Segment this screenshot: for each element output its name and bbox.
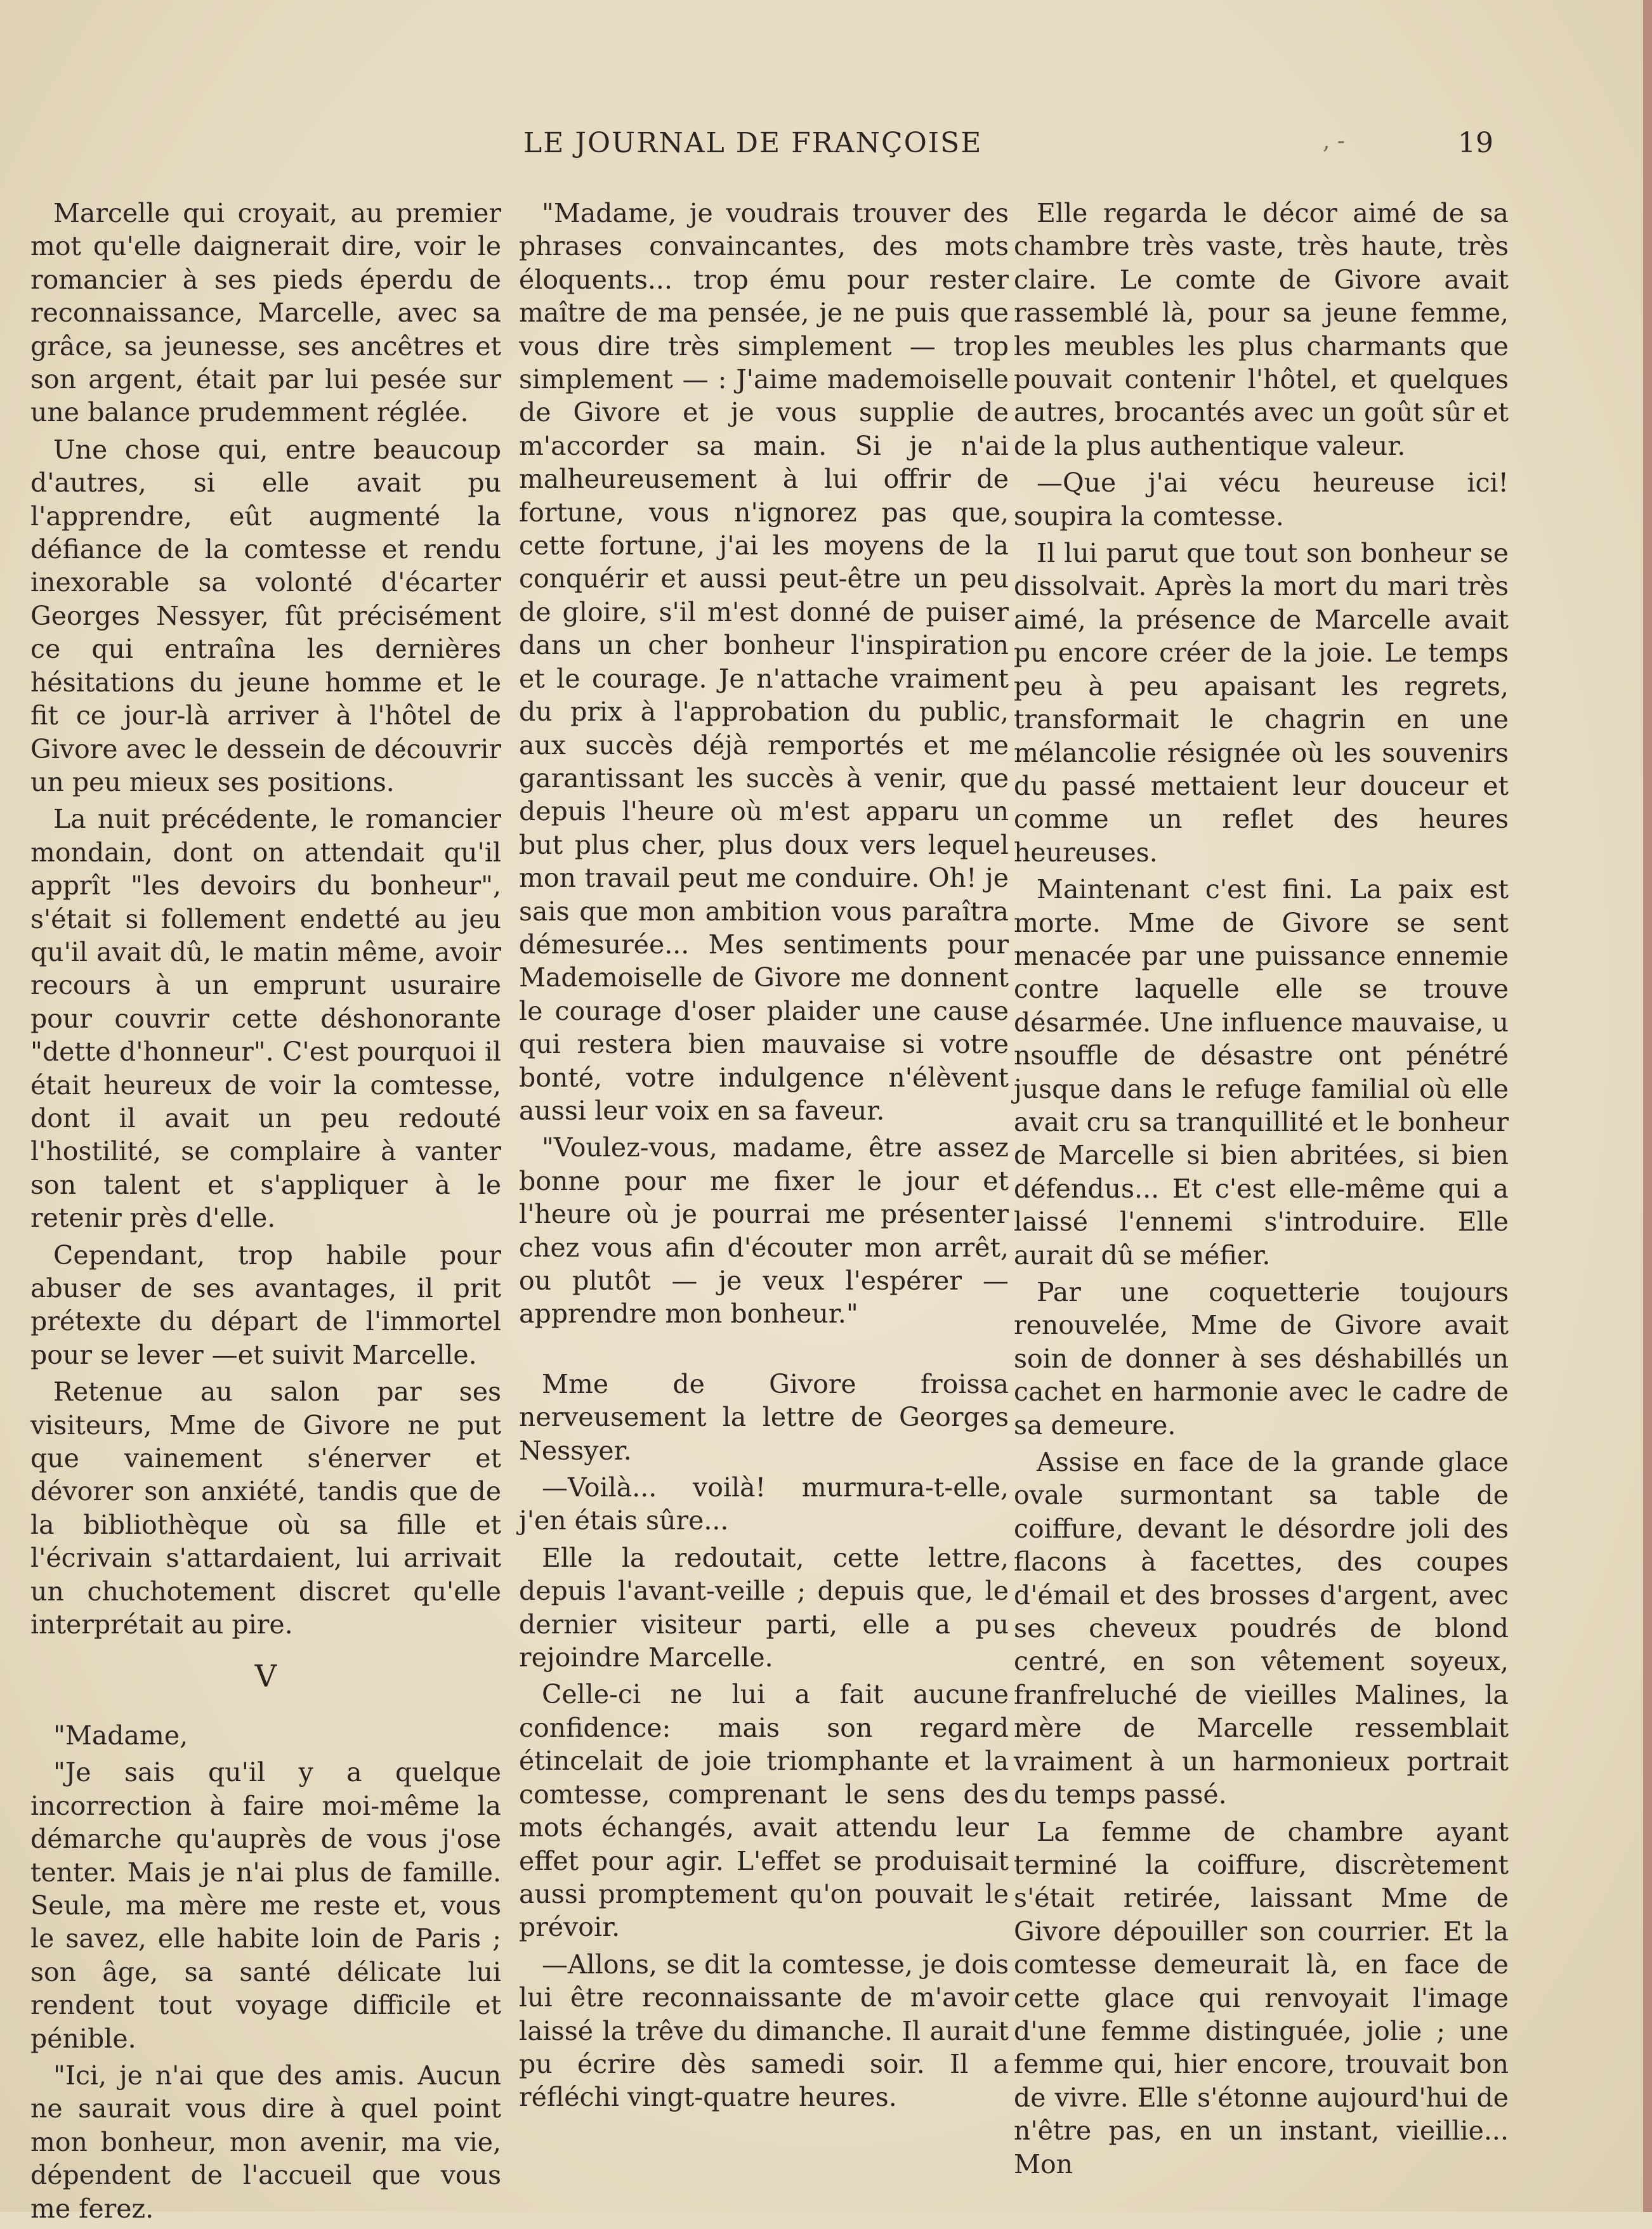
stray-marks: , - — [1323, 128, 1346, 154]
paragraph: Maintenant c'est fini. La paix est morte. Mme de Givore se sent menacée par une puissance ennemie contre laquelle elle se trouve désarmée. Une influence mauvaise, u nsouffle de désastre ont pénétré jusque dans le refuge familial où elle avait cru sa tranquillité et le bonheur de Marcelle si bien abritées, si bien défendus... Et c'est elle-même qui a laissé l'ennemi s'introduire. Elle aurait dû se méfier. — [1014, 874, 1509, 1271]
page-edge — [1643, 0, 1652, 2212]
letter-paragraph: "Je sais qu'il y a quelque incorrection à faire moi-même la démarche qu'auprès de vous j'ose tenter. Mais je n'ai plus de famille. Seule, ma mère me reste et, vous le savez, elle habite loin de Paris ; son âge, sa santé délicate lui rendent tout voyage difficile et pénible. — [30, 1757, 501, 2054]
paragraph: Retenue au salon par ses visiteurs, Mme de Givore ne put que vainement s'énerver et dévorer son anxiété, tandis que de la bibliothèque où sa fille et l'écrivain s'attardaient, lui arrivait un chuchotement discret qu'elle interprétait au pire. — [30, 1376, 501, 1640]
running-title: LE JOURNAL DE FRANÇOISE — [523, 127, 983, 159]
paragraph: Marcelle qui croyait, au premier mot qu'elle daignerait dire, voir le romancier à ses pieds éperdu de reconnaissance, Marcelle, avec sa grâce, sa jeunesse, ses ancêtres et son argent, était par lui pesée sur une balance prudemment réglée. — [30, 198, 501, 428]
column-2 — [519, 197, 1009, 2118]
paragraph: Elle regarda le décor aimé de sa chambre très vaste, très haute, très claire. Le comte de Givore avait rassemblé là, pour sa jeune femme, les meubles les plus charmants que pouvait contenir l'hôtel, et quelques autres, brocantés avec un goût sûr et de la plus authentique valeur. — [1014, 198, 1509, 461]
paragraph: Mme de Givore froissa nerveusement la lettre de Georges Nessyer. — [519, 1368, 1009, 1466]
section-gap — [519, 1335, 1009, 1368]
paragraph: —Que j'ai vécu heureuse ici! soupira la comtesse. — [1014, 467, 1509, 532]
paragraph: La femme de chambre ayant terminé la coiffure, discrètement s'était retirée, laissant Mme de Givore dépouiller son courrier. Et la comtesse demeurait là, en face de cette glace qui renvoyait l'image d'une femme distinguée, jolie ; une femme qui, hier encore, trouvait bon de vivre. Elle s'étonne aujourd'hui de n'être pas, en un instant, vieillie... Mon — [1014, 1816, 1509, 2180]
letter-paragraph: "Voulez-vous, madame, être assez bonne pour me fixer le jour et l'heure où je pourrai me présenter chez vous afin d'écouter mon arrêt, ou plutôt — je veux l'espérer — apprendre mon bonheur." — [519, 1132, 1009, 1330]
paragraph: Celle-ci ne lui a fait aucune confidence: mais son regard étincelait de joie triomphante et la comtesse, comprenant le sens des mots échangés, avait attendu leur effet pour agir. L'effet se produisait aussi promptement qu'on pouvait le prévoir. — [519, 1679, 1009, 1943]
letter-paragraph: "Ici, je n'ai que des amis. Aucun ne saurait vous dire à quel point mon bonheur, mon avenir, ma vie, dépendent de l'accueil que vous me ferez. — [30, 2060, 501, 2224]
paragraph: Cependant, trop habile pour abuser de ses avantages, il prit prétexte du départ de l'immortel pour se lever —et suivit Marcelle. — [30, 1239, 501, 1370]
letter-salutation: "Madame, — [53, 1720, 188, 1751]
chapter-number: V — [254, 1659, 277, 1695]
page-number: 19 — [1458, 127, 1493, 159]
letter-paragraph: "Madame, je voudrais trouver des phrases convaincantes, des mots éloquents... trop ému pour rester maître de ma pensée, je ne puis que vous dire très simplement — trop simplement — : J'aime mademoiselle de Givore et je vous supplie de m'accorder sa main. Si je n'ai malheureusement à lui offrir de fortune, vous n'ignorez pas que, cette fortune, j'ai les moyens de la conquérir et aussi peut-être un peu de gloire, s'il m'est donné de puiser dans un cher bonheur l'inspiration et le courage. Je n'attache vraiment du prix à l'approbation du public, aux succès déjà remportés et me garantissant les succès à venir, que depuis l'heure où m'est apparu un but plus cher, plus doux vers lequel mon travail peut me conduire. Oh! je sais que mon ambition vous paraîtra démesurée... Mes sentiments pour Mademoiselle de Givore me donnent le courage d'oser plaider une cause qui restera bien mauvaise si votre bonté, votre indulgence n'élèvent aussi leur voix en sa faveur. — [519, 198, 1009, 1126]
paragraph: —Voilà... voilà! murmura-t-elle, j'en étais sûre... — [519, 1472, 1009, 1536]
paragraph: Par une coquetterie toujours renouvelée, Mme de Givore avait soin de donner à ses déshabillés un cachet en harmonie avec le cadre de sa demeure. — [1014, 1277, 1509, 1441]
page-header — [0, 127, 1652, 165]
column-3 — [1014, 197, 1509, 2185]
paragraph: Il lui parut que tout son bonheur se dissolvait. Après la mort du mari très aimé, la présence de Marcelle avait pu encore créer de la joie. Le temps peu à peu apaisant les regrets, transformait le chagrin en une mélancolie résignée où les souvenirs du passé mettaient leur douceur et comme un reflet des heures heureuses. — [1014, 538, 1509, 868]
paragraph: La nuit précédente, le romancier mondain, dont on attendait qu'il apprît "les devoirs du bonheur", s'était si follement endetté au jeu qu'il avait dû, le matin même, avoir recours à un emprunt usuraire pour couvrir cette déshonorante "dette d'honneur". C'est pourquoi il était heureux de voir la comtesse, dont il avait un peu redouté l'hostilité, se complaire à vanter son talent et s'appliquer à le retenir près d'elle. — [30, 804, 501, 1234]
paragraph: Elle la redoutait, cette lettre, depuis l'avant-veille ; depuis que, le dernier visiteur parti, elle a pu rejoindre Marcelle. — [519, 1542, 1009, 1673]
paragraph: —Allons, se dit la comtesse, je dois lui être reconnaissante de m'avoir laissé la trêve du dimanche. Il aurait pu écrire dès samedi soir. Il a réfléchi vingt-quatre heures. — [519, 1949, 1009, 2113]
paragraph: Assise en face de la grande glace ovale surmontant sa table de coiffure, devant le désordre joli des flacons à facettes, des coupes d'émail et des brosses d'argent, avec ses cheveux poudrés de blond centré, en son vêtement soyeux, franfreluché de vieilles Malines, la mère de Marcelle ressemblait vraiment à un harmonieux portrait du temps passé. — [1014, 1447, 1509, 1810]
paragraph: Une chose qui, entre beaucoup d'autres, si elle avait pu l'apprendre, eût augmenté la défiance de la comtesse et rendu inexorable sa volonté d'écarter Georges Nessyer, fût précisément ce qui entraîna les dernières hésitations du jeune homme et le fit ce jour-là arriver à l'hôtel de Givore avec le dessein de découvrir un peu mieux ses positions. — [30, 434, 501, 797]
column-1 — [30, 197, 501, 2229]
